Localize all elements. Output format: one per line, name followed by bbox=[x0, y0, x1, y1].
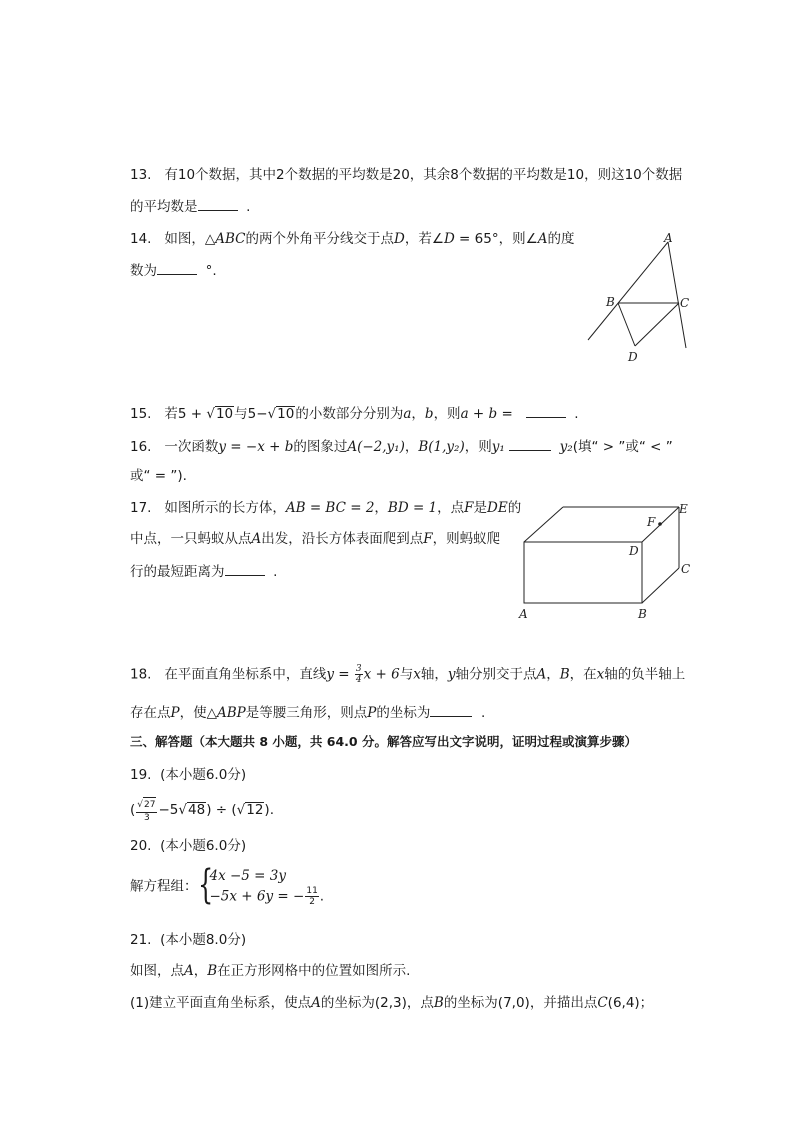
answer-blank bbox=[430, 702, 472, 717]
label-c: C bbox=[680, 296, 690, 310]
q14-triangle-figure bbox=[580, 228, 700, 368]
q18-text-2c: ，使△ bbox=[179, 705, 217, 721]
q21-math-a2: A bbox=[311, 995, 321, 1011]
q16-text-c: 的图象过 bbox=[293, 439, 348, 455]
top-left-edge bbox=[524, 507, 563, 542]
q21-text-2g: (6,4)； bbox=[607, 995, 654, 1011]
q18-fraction: $\frac{3}{4}$ bbox=[355, 664, 362, 685]
q18-math-a: A bbox=[536, 666, 547, 683]
q21-comma: ， bbox=[193, 963, 208, 979]
q17-cuboid-figure bbox=[507, 495, 700, 625]
q15-math-b: b bbox=[424, 406, 434, 422]
point-f bbox=[658, 522, 662, 526]
q20-heading bbox=[130, 836, 246, 856]
q16-math-function: y = −x + b bbox=[218, 439, 294, 455]
q18-text-2g: 的坐标为 bbox=[376, 705, 431, 721]
q14-text-2a: 数为 bbox=[130, 263, 157, 279]
q19-minus5: −5 bbox=[158, 802, 179, 818]
q19-fraction: $\frac{√27}{3}$ bbox=[136, 797, 157, 823]
segment-bd bbox=[618, 303, 635, 346]
q17-text-2a: 中点，一只蚂蚁从点 bbox=[130, 531, 252, 547]
q21-line1 bbox=[130, 961, 410, 981]
q20-fraction: $\frac{11}{2}$ bbox=[306, 886, 318, 907]
q16-math-point-b: B(1,y₂) bbox=[418, 439, 465, 455]
q19-heading bbox=[130, 765, 246, 785]
q17-math-de: DE bbox=[487, 500, 508, 516]
q13-number: 13. bbox=[130, 167, 152, 183]
q18-text-d: 与 bbox=[399, 666, 414, 683]
q14-text-g: = 65°，则∠ bbox=[454, 231, 538, 247]
equation-system: { 4x −5 = 3y −5x + 6y = − $\frac{11}{2}$ . bbox=[197, 862, 325, 908]
q16-line2 bbox=[130, 466, 187, 486]
label-a: A bbox=[519, 607, 528, 621]
label-f: F bbox=[647, 515, 656, 529]
q16-comma: ， bbox=[404, 439, 419, 455]
q16-number: 16. bbox=[130, 439, 152, 455]
q18-comma: ， bbox=[546, 666, 560, 683]
q15-period: . bbox=[574, 406, 579, 422]
q17-comma: ， bbox=[374, 500, 388, 516]
q13-period: . bbox=[246, 199, 251, 215]
equation-2: −5x + 6y = − bbox=[209, 888, 305, 905]
q14-math-a: A bbox=[537, 231, 548, 247]
q14-math-abc: ABC bbox=[215, 231, 246, 247]
q18-math-y: y = bbox=[326, 666, 354, 683]
q17-math-f2: F bbox=[423, 531, 433, 547]
q14-math-d: D bbox=[394, 231, 405, 247]
q18-line1 bbox=[130, 664, 685, 685]
answer-blank bbox=[157, 260, 197, 275]
q15-math-a: a bbox=[403, 406, 412, 422]
q17-line1 bbox=[130, 498, 521, 518]
q16-line1 bbox=[130, 436, 673, 457]
q16-text-j: (填“ > ”或“ < ” bbox=[572, 439, 673, 455]
q15-number: 15. bbox=[130, 406, 152, 422]
q15-math-sum: a + b bbox=[460, 406, 498, 422]
q18-math-x2: x bbox=[596, 666, 605, 683]
label-c: C bbox=[681, 562, 691, 576]
q18-text-2e: 是等腰三角形，则点 bbox=[245, 705, 368, 721]
q17-text-3a: 行的最短距离为 bbox=[130, 564, 225, 580]
q18-math-p2: P bbox=[367, 705, 377, 721]
q21-text-e: 在正方形网格中的位置如图所示. bbox=[217, 963, 411, 979]
q21-text-a: 如图，点 bbox=[130, 963, 184, 979]
q20-system bbox=[130, 862, 325, 908]
q14-line2 bbox=[130, 260, 217, 281]
q19-radicand-2: 48 bbox=[188, 802, 206, 818]
q16-math-y1: y₁ bbox=[491, 439, 505, 455]
q15-line: 15. 若5 + √10与5−√10的小数部分分别为a，b，则a + b = . bbox=[130, 403, 579, 424]
q18-math-p: P bbox=[170, 705, 180, 721]
q18-math-b: B bbox=[559, 666, 570, 683]
q21-number: 21. bbox=[130, 932, 152, 948]
label-d: D bbox=[628, 350, 638, 364]
q15-radicand-1: 10 bbox=[215, 406, 234, 422]
q16-math-point-a: A(−2,y₁) bbox=[347, 439, 405, 455]
q17-period: . bbox=[273, 564, 278, 580]
segment-cd bbox=[635, 303, 679, 346]
q14-text-i: 的度 bbox=[547, 231, 575, 247]
answer-blank bbox=[198, 196, 238, 211]
q14-text-c: 的两个外角平分线交于点 bbox=[245, 231, 394, 247]
q14-line1 bbox=[130, 229, 574, 249]
q18-number: 18. bbox=[130, 666, 152, 683]
q16-text-g: ，则 bbox=[464, 439, 492, 455]
q21-math-b: B bbox=[207, 963, 218, 979]
q21-line2 bbox=[130, 993, 653, 1013]
q19-close: ). bbox=[264, 802, 274, 818]
q18-line2 bbox=[130, 702, 485, 723]
q17-math-bd: BD = 1 bbox=[387, 500, 438, 516]
q18-math-y2: y bbox=[447, 666, 456, 683]
q19-expression: ( $\frac{√27}{3}$ −5√48) ÷ (√12). bbox=[130, 797, 274, 823]
q18-period: . bbox=[480, 705, 486, 721]
q19-score: (本小题6.0分) bbox=[160, 767, 247, 783]
q21-text-2c: 的坐标为(2,3)，点 bbox=[320, 995, 434, 1011]
section-3-heading: 三、解答题（本大题共 8 小题，共 64.0 分。解答应写出文字说明，证明过程或演算步骤） bbox=[130, 734, 637, 749]
q13-text: 有10个数据，其中2个数据的平均数是20，其余8个数据的平均数是10，则这10个数据 bbox=[164, 167, 683, 183]
q14-number: 14. bbox=[130, 231, 152, 247]
q17-math-ab: AB = BC = 2 bbox=[285, 500, 375, 516]
q18-text-f: 轴， bbox=[420, 666, 448, 683]
equation-1: 4x −5 = 3y bbox=[209, 868, 287, 884]
q18-text-n: 轴的负半轴上 bbox=[604, 666, 686, 683]
q20-score: (本小题6.0分) bbox=[160, 838, 247, 854]
q15-radicand-2: 10 bbox=[277, 406, 295, 422]
q17-number: 17. bbox=[130, 500, 152, 516]
label-e: E bbox=[679, 502, 688, 516]
q16-math-y2: y₂ bbox=[559, 439, 573, 455]
q14-text-a: 如图，△ bbox=[164, 231, 216, 247]
q21-score: (本小题8.0分) bbox=[160, 932, 247, 948]
q17-math-f: F bbox=[464, 500, 474, 516]
q16-text-a: 一次函数 bbox=[164, 439, 219, 455]
q16-text-l2: 或“ = ”). bbox=[130, 468, 187, 484]
q17-line2 bbox=[130, 529, 500, 549]
q17-math-a: A bbox=[251, 531, 262, 547]
answer-blank bbox=[509, 436, 551, 451]
q19-paren: ( bbox=[130, 802, 136, 818]
q20-number: 20. bbox=[130, 838, 152, 854]
q18-math-x: x bbox=[413, 666, 421, 683]
q17-text-g: 是 bbox=[473, 500, 488, 516]
q15-equals: = bbox=[497, 406, 518, 422]
q21-math-b2: B bbox=[433, 995, 444, 1011]
edge-bc bbox=[642, 568, 679, 603]
q18-math-abp: ABP bbox=[216, 705, 246, 721]
q15-text-a: 若5 + bbox=[164, 406, 207, 422]
q20-period: . bbox=[319, 888, 325, 905]
q18-text-h: 轴分别交于点 bbox=[455, 666, 537, 683]
q15-text-g: ，则 bbox=[433, 406, 461, 422]
q21-text-2e: 的坐标为(7,0)，并描出点 bbox=[443, 995, 598, 1011]
line-a-extended-through-c bbox=[668, 242, 686, 348]
q15-comma: ， bbox=[411, 406, 425, 422]
q13-text-2: 的平均数是 bbox=[130, 199, 198, 215]
q21-math-c: C bbox=[597, 995, 608, 1011]
q19-divide: ) ÷ ( bbox=[206, 802, 237, 818]
q21-heading bbox=[130, 930, 246, 950]
q18-text-a: 在平面直角坐标系中，直线 bbox=[164, 666, 327, 683]
label-a: A bbox=[664, 231, 673, 245]
q15-text-b: 与5− bbox=[234, 406, 268, 422]
q13-line1 bbox=[130, 165, 682, 185]
label-b: B bbox=[638, 607, 647, 621]
q18-math-x6: x + 6 bbox=[363, 666, 400, 683]
q17-text-2c: 出发，沿长方体表面爬到点 bbox=[261, 531, 424, 547]
q20-lead: 解方程组： bbox=[130, 878, 198, 895]
label-d: D bbox=[629, 544, 639, 558]
q17-text-a: 如图所示的长方体， bbox=[164, 500, 286, 516]
q18-text-2a: 存在点 bbox=[130, 705, 171, 721]
q17-text-e: ，点 bbox=[437, 500, 465, 516]
q14-math-d2: D bbox=[443, 231, 455, 247]
q17-line3 bbox=[130, 561, 277, 582]
q19-number: 19. bbox=[130, 767, 152, 783]
q14-degree: °. bbox=[205, 263, 217, 279]
q14-text-e: ，若∠ bbox=[404, 231, 444, 247]
front-face bbox=[524, 542, 642, 603]
q17-text-2e: ，则蚂蚁爬 bbox=[432, 531, 501, 547]
q19-radicand-3: 12 bbox=[246, 802, 264, 818]
q15-text-c: 的小数部分分别为 bbox=[295, 406, 404, 422]
answer-blank bbox=[526, 403, 566, 418]
q13-line2 bbox=[130, 196, 250, 217]
label-b: B bbox=[606, 295, 615, 309]
q21-math-a: A bbox=[184, 963, 194, 979]
q18-text-l: ，在 bbox=[569, 666, 597, 683]
q17-text-i: 的 bbox=[507, 500, 522, 516]
answer-blank bbox=[225, 561, 265, 576]
q21-text-2a: (1)建立平面直角坐标系，使点 bbox=[130, 995, 312, 1011]
